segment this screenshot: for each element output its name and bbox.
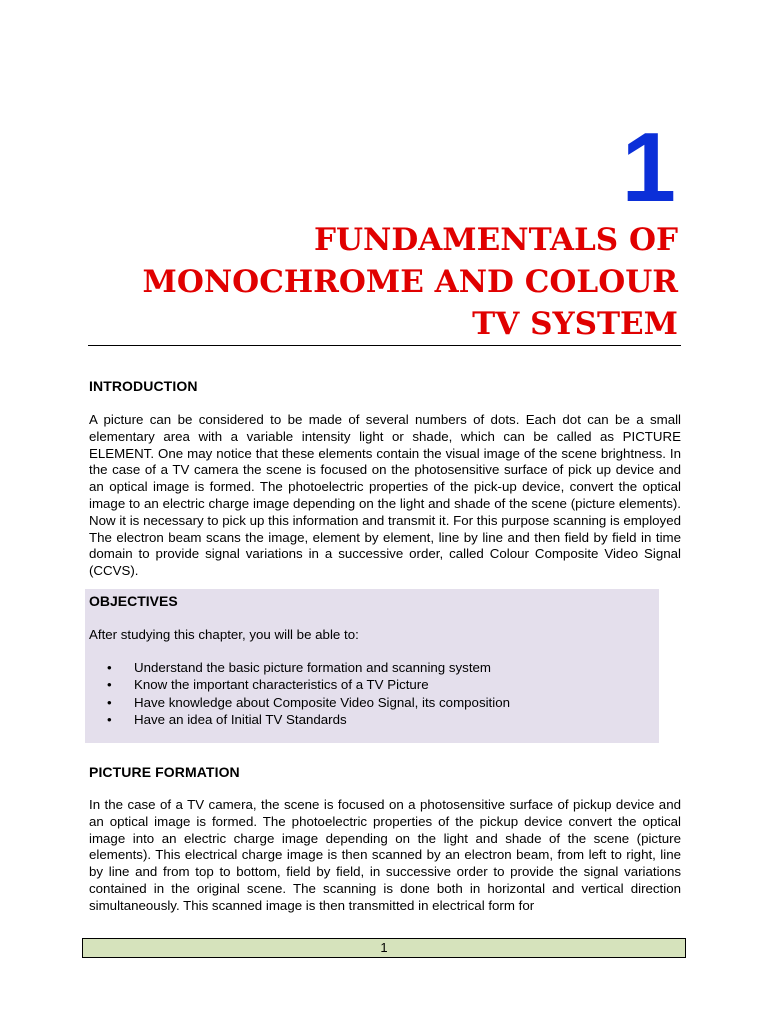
title-divider (88, 345, 681, 346)
objective-text: Have knowledge about Composite Video Signal, its composition (134, 694, 510, 710)
objective-text: Understand the basic picture formation and scanning system (134, 660, 491, 675)
bullet: • (107, 660, 112, 675)
objective-item (89, 711, 510, 728)
objective-item (89, 694, 510, 711)
bullet: • (107, 694, 112, 710)
chapter-title-line-3: TV SYSTEM (472, 306, 678, 342)
page-footer (82, 938, 686, 958)
objective-item (89, 659, 510, 676)
objectives-list (89, 659, 510, 728)
chapter-title (58, 219, 678, 345)
picture-formation-paragraph: In the case of a TV camera, the scene is focused on a photosensitive surface of pickup device and an optical image is formed. The photoelectric properties of the pickup device convert the optical image into an electric charge image depending on the light and shade of the scene (picture elements). This electrical charge image is then scanned by an electron beam, from left to right, line by line and from top to bottom, field by field, in successive order to provide the signal variations contained in the original scene. The scanning is done both in horizontal and vertical direction simultaneously. This scanned image is then transmitted in electrical form for (89, 797, 681, 913)
objectives-heading: OBJECTIVES (89, 593, 178, 609)
page-number: 1 (380, 940, 388, 955)
chapter-title-line-1: FUNDAMENTALS OF (313, 222, 678, 258)
chapter-number: 1 (621, 112, 676, 222)
introduction-heading: INTRODUCTION (89, 378, 198, 394)
chapter-title-line-2: MONOCHROME AND COLOUR (142, 264, 678, 300)
bullet: • (107, 677, 112, 693)
objective-item (89, 676, 510, 693)
objectives-intro: After studying this chapter, you will be able to: (89, 627, 359, 642)
picture-formation-heading: PICTURE FORMATION (89, 764, 240, 780)
introduction-paragraph: A picture can be considered to be made of several numbers of dots. Each dot can be a small elementary area with a variable intensity light or shade, which can be called as PICTURE ELEMENT. One may notice that these elements contain the visual image of the scene brightness. In the case of a TV camera the scene is focused on the photosensitive surface of pick up device and an optical image is formed. The photoelectric properties of the pick-up device, convert the optical image to an electric charge image depending on the light and shade of the scene (picture elements). Now it is necessary to pick up this information and transmit it. For this purpose scanning is employed The electron beam scans the image, element by element, line by line and then field by field in time domain to provide signal variations in a successive order, called Colour Composite Video Signal (CCVS). (89, 412, 681, 579)
objective-text: Know the important characteristics of a TV Picture (134, 677, 429, 693)
objectives-box (85, 589, 659, 743)
objective-text: Have an idea of Initial TV Standards (134, 711, 347, 727)
bullet: • (107, 711, 112, 727)
